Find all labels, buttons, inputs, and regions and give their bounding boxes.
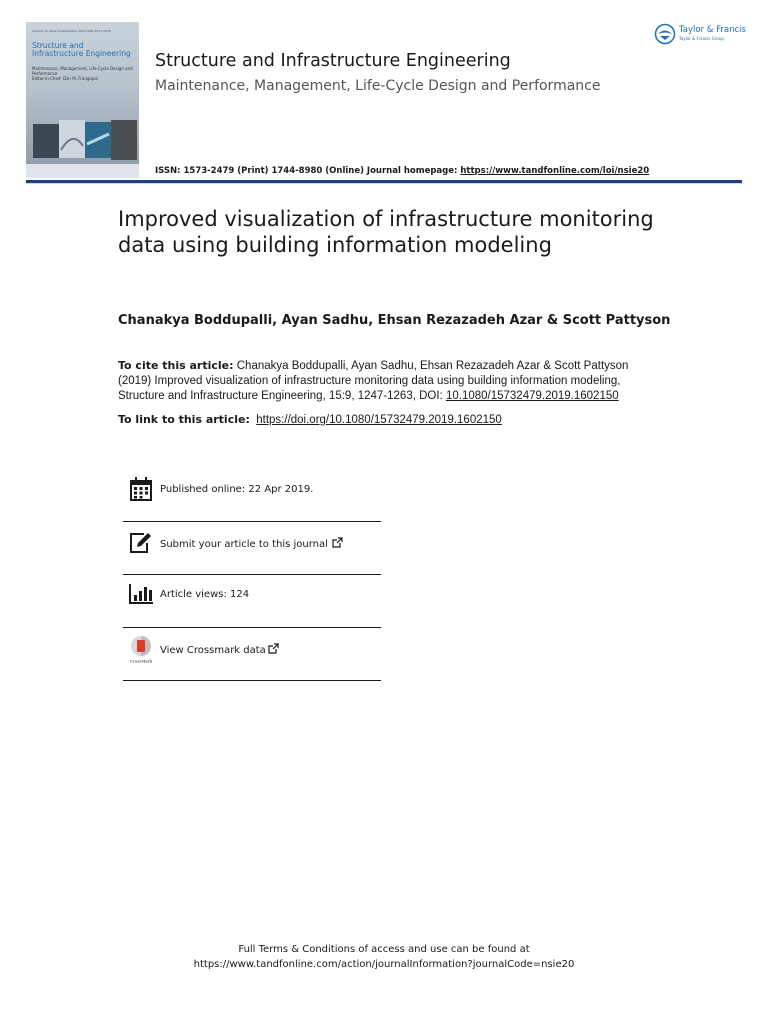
cover-photo-strip (33, 120, 137, 160)
crossmark-link[interactable]: View Crossmark data (160, 643, 279, 656)
issn-line (155, 166, 649, 176)
issn-text: ISSN: 1573-2479 (Print) 1744-8980 (Online) Journal homepage: (155, 166, 461, 176)
cover-title: Structure and Infrastructure Engineering (32, 41, 131, 58)
journal-homepage-link[interactable]: https://www.tandfonline.com/loi/nsie20 (460, 166, 650, 176)
journal-cover-image (26, 22, 139, 178)
citation-label: To cite this article: (118, 359, 234, 372)
citation-text: Chanakya Boddupalli, Ayan Sadhu, Ehsan Rezazadeh Azar & Scott Pattyson (2019) Improved visualization of infrastructure monitoring data using building information modeling, Structure and Infrastructure Engineering, 15:9, 1247-1263, DOI: (118, 360, 629, 402)
info-divider (123, 680, 381, 681)
calendar-icon (126, 474, 156, 504)
citation-doi-link[interactable]: 10.1080/15732479.2019.1602150 (445, 390, 619, 402)
info-divider (123, 627, 381, 628)
terms-footer (0, 942, 768, 972)
terms-text: Full Terms & Conditions of access and use can be found at (238, 944, 530, 955)
submit-article-link[interactable]: Submit your article to this journal (160, 537, 343, 550)
publisher-group: Taylor & Francis Group (679, 36, 724, 41)
external-link-icon (268, 643, 279, 654)
article-link-label: To link to this article: (118, 413, 250, 426)
submit-article-item[interactable] (123, 528, 381, 558)
info-divider (123, 521, 381, 522)
info-divider (123, 574, 381, 575)
crossmark-icon (126, 634, 156, 664)
svg-text:CrossMark: CrossMark (129, 658, 153, 664)
article-link-block (118, 413, 502, 426)
cover-subtitle: Maintenance, Management, Life-Cycle Design and Performance Editor-in-Chief: Dan M. Frangopol (32, 66, 133, 81)
crossmark-item[interactable] (123, 634, 381, 664)
article-views-text: Article views: 124 (160, 588, 250, 600)
published-online-item (123, 474, 381, 504)
external-link-icon (332, 537, 343, 548)
article-doi-url-link[interactable]: https://doi.org/10.1080/15732479.2019.1602150 (256, 414, 502, 426)
citation-block (118, 358, 658, 404)
article-authors: Chanakya Boddupalli, Ayan Sadhu, Ehsan Rezazadeh Azar & Scott Pattyson (118, 313, 671, 328)
article-title: Improved visualization of infrastructure monitoring data using building information modeling (118, 207, 654, 257)
bar-chart-icon (126, 579, 156, 609)
published-online-text: Published online: 22 Apr 2019. (160, 483, 314, 495)
edit-icon (126, 528, 156, 558)
terms-url[interactable]: https://www.tandfonline.com/action/journalInformation?journalCode=nsie20 (193, 959, 575, 970)
journal-subtitle: Maintenance, Management, Life-Cycle Design and Performance (155, 78, 601, 94)
journal-title: Structure and Infrastructure Engineering (155, 51, 511, 71)
header-divider (26, 180, 742, 184)
cover-issue-line: Volume 15 Issue 9 September 2019 ISSN 1573-2479 (32, 29, 111, 33)
cover-footer (26, 164, 139, 178)
article-views-item (123, 579, 381, 609)
publisher-name[interactable]: Taylor & Francis (679, 25, 746, 35)
